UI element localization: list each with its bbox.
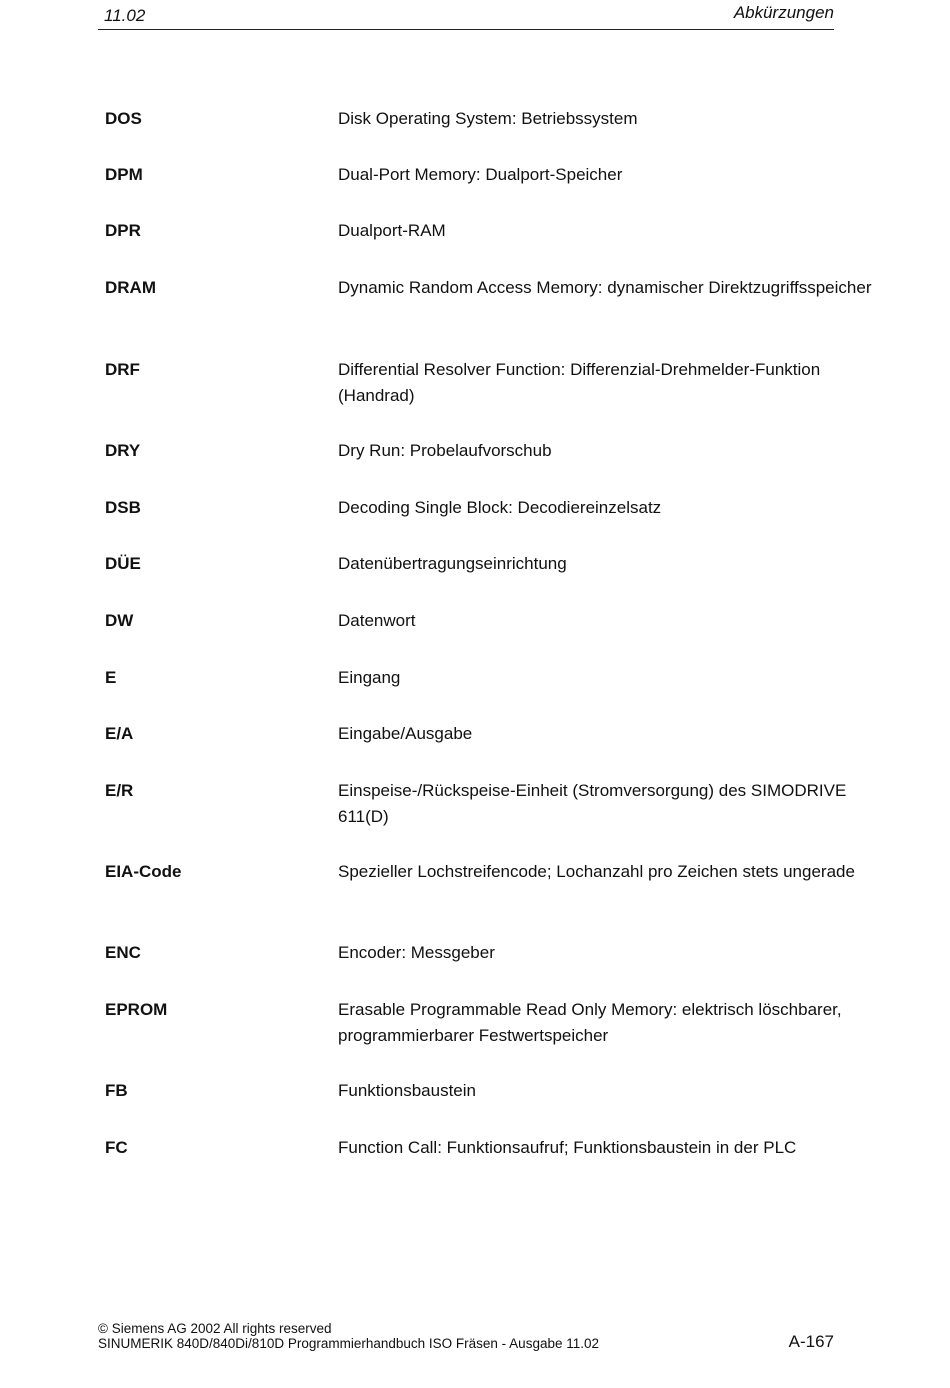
abbreviation-definition: Eingabe/Ausgabe <box>338 724 473 743</box>
footer-copyright: © Siemens AG 2002 All rights reserved <box>98 1321 332 1336</box>
abbreviation-term: DRAM <box>105 278 156 297</box>
abbreviation-definition: Datenwort <box>338 611 416 630</box>
abbreviation-term: EPROM <box>105 1000 168 1019</box>
abbreviation-definition: Dry Run: Probelaufvorschub <box>338 441 552 460</box>
footer-publication: SINUMERIK 840D/840Di/810D Programmierhandbuch ISO Fräsen - Ausgabe 11.02 <box>98 1336 600 1351</box>
header-version: 11.02 <box>104 6 146 25</box>
abbreviation-definition: Decoding Single Block: Decodiereinzelsatz <box>338 498 662 517</box>
abbreviation-term: DRF <box>105 360 140 379</box>
abbreviation-term: DW <box>105 611 134 630</box>
abbreviation-definition: Dual-Port Memory: Dualport-Speicher <box>338 165 623 184</box>
header-section-title: Abkürzungen <box>733 3 834 22</box>
abbreviation-definition: Encoder: Messgeber <box>338 943 495 962</box>
abbreviation-term: EIA-Code <box>105 862 182 881</box>
abbreviation-definition: Funktionsbaustein <box>338 1081 476 1100</box>
page-number: A-167 <box>788 1332 834 1351</box>
abbreviation-term: E/R <box>105 781 134 800</box>
abbreviation-term: DPR <box>105 221 141 240</box>
abbreviation-term: DÜE <box>105 554 141 573</box>
page-footer <box>98 1321 599 1351</box>
abbreviation-term: DPM <box>105 165 143 184</box>
abbreviation-term: FC <box>105 1138 128 1157</box>
abbreviation-term: DRY <box>105 441 141 460</box>
abbreviation-term: E <box>105 668 117 687</box>
abbreviation-definition: Einspeise-/Rückspeise-Einheit (Stromversorgung) des SIMODRIVE 611(D) <box>338 781 847 826</box>
abbreviation-definition: Dualport-RAM <box>338 221 446 240</box>
abbreviation-term: DSB <box>105 498 141 517</box>
abbreviation-definition: Function Call: Funktionsaufruf; Funktionsbaustein in der PLC <box>338 1138 797 1157</box>
abbreviation-definition: Datenübertragungseinrichtung <box>338 554 567 573</box>
page-header <box>98 0 834 30</box>
abbreviation-definition: Eingang <box>338 668 401 687</box>
abbreviation-definition: Dynamic Random Access Memory: dynamischer Direktzugriffsspeicher <box>338 278 872 297</box>
abbreviation-definition: Disk Operating System: Betriebssystem <box>338 109 638 128</box>
abbreviation-term: ENC <box>105 943 141 962</box>
abbreviation-definition: Erasable Programmable Read Only Memory: elektrisch löschbarer, programmierbarer Festwertspeicher <box>338 1000 842 1045</box>
abbreviation-term: E/A <box>105 724 134 743</box>
abbreviation-definition: Spezieller Lochstreifencode; Lochanzahl pro Zeichen stets ungerade <box>338 862 855 881</box>
abbreviation-definition: Differential Resolver Function: Differenzial-Drehmelder-Funktion (Handrad) <box>338 360 821 405</box>
abbreviation-term: DOS <box>105 109 142 128</box>
abbreviation-term: FB <box>105 1081 128 1100</box>
